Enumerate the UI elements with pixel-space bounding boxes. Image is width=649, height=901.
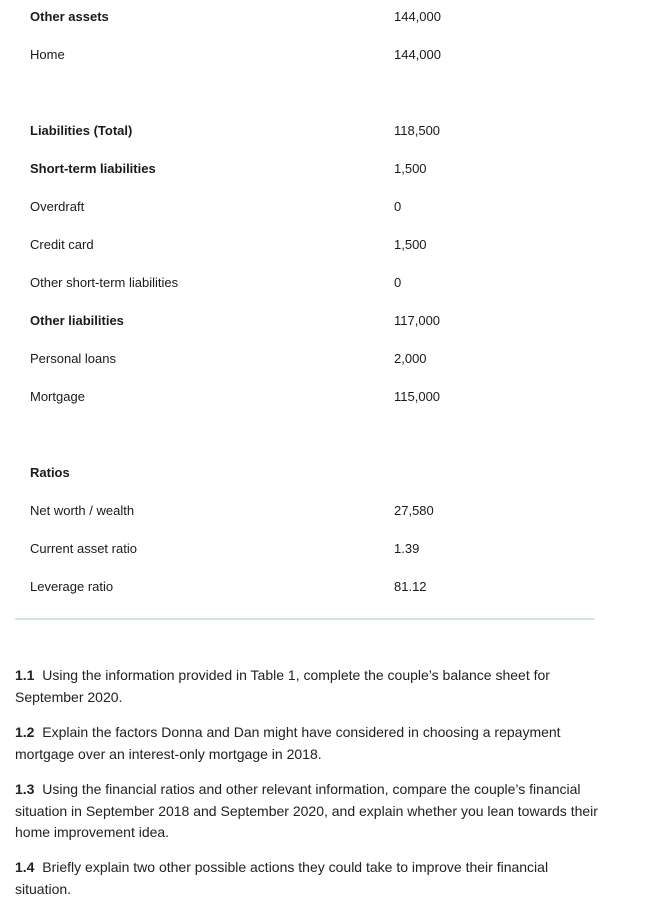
table-row-leverage-ratio xyxy=(0,579,600,617)
row-label: Ratios xyxy=(30,465,70,480)
row-label: Personal loans xyxy=(30,351,116,366)
table-row-home xyxy=(0,47,600,85)
question-1-1 xyxy=(15,665,600,708)
question-number: 1.2 xyxy=(15,724,35,740)
row-label: Current asset ratio xyxy=(30,541,137,556)
section-divider xyxy=(15,618,595,620)
question-number: 1.1 xyxy=(15,667,35,683)
row-label: Credit card xyxy=(30,237,94,252)
row-label: Other assets xyxy=(30,9,109,24)
table-row-other-liabilities xyxy=(0,313,600,351)
table-row-current-asset-ratio xyxy=(0,541,600,579)
row-value: 81.12 xyxy=(394,579,427,594)
row-value: 27,580 xyxy=(394,503,434,518)
row-value: 1.39 xyxy=(394,541,420,556)
row-label: Net worth / wealth xyxy=(30,503,135,518)
question-1-3 xyxy=(15,779,600,844)
row-label: Leverage ratio xyxy=(30,579,114,594)
question-1-4 xyxy=(15,857,600,900)
table-row-net-worth xyxy=(0,503,600,541)
table-row-ratios-heading xyxy=(0,465,600,503)
question-text: Briefly explain two other possible actions they could take to improve their financial situation. xyxy=(15,859,549,897)
question-text: Explain the factors Donna and Dan might have considered in choosing a repayment mortgage over an interest-only mortgage in 2018. xyxy=(15,724,561,762)
row-label: Overdraft xyxy=(30,199,85,214)
table-row-other-assets xyxy=(0,9,600,47)
row-value: 0 xyxy=(394,199,402,214)
row-label: Mortgage xyxy=(30,389,85,404)
row-label: Liabilities (Total) xyxy=(30,123,133,138)
row-label: Other liabilities xyxy=(30,313,124,328)
row-value: 0 xyxy=(394,275,402,290)
row-value: 144,000 xyxy=(394,47,441,62)
question-number: 1.3 xyxy=(15,781,35,797)
table-row-credit-card xyxy=(0,237,600,275)
row-label: Other short-term liabilities xyxy=(30,275,179,290)
question-1-2 xyxy=(15,722,600,765)
table-row-mortgage xyxy=(0,389,600,427)
question-text: Using the information provided in Table 1, complete the couple’s balance sheet for September 2020. xyxy=(15,667,550,705)
row-value: 115,000 xyxy=(394,389,441,404)
question-number: 1.4 xyxy=(15,859,35,875)
row-label: Short-term liabilities xyxy=(30,161,156,176)
row-value: 2,000 xyxy=(394,351,427,366)
row-value: 1,500 xyxy=(394,237,427,252)
table-row-other-short-term-liabilities xyxy=(0,275,600,313)
table-row-overdraft xyxy=(0,199,600,237)
table-row-personal-loans xyxy=(0,351,600,389)
table-row-liabilities-total xyxy=(0,123,600,161)
row-value: 144,000 xyxy=(394,9,441,24)
row-value: 1,500 xyxy=(394,161,427,176)
table-row-short-term-liabilities xyxy=(0,161,600,199)
row-value: 118,500 xyxy=(394,123,441,138)
row-value: 117,000 xyxy=(394,313,441,328)
row-label: Home xyxy=(30,47,65,62)
question-text: Using the financial ratios and other relevant information, compare the couple’s financial situation in September 2018 and September 2020, and explain whether you lean towards their home improvement idea. xyxy=(15,781,598,840)
